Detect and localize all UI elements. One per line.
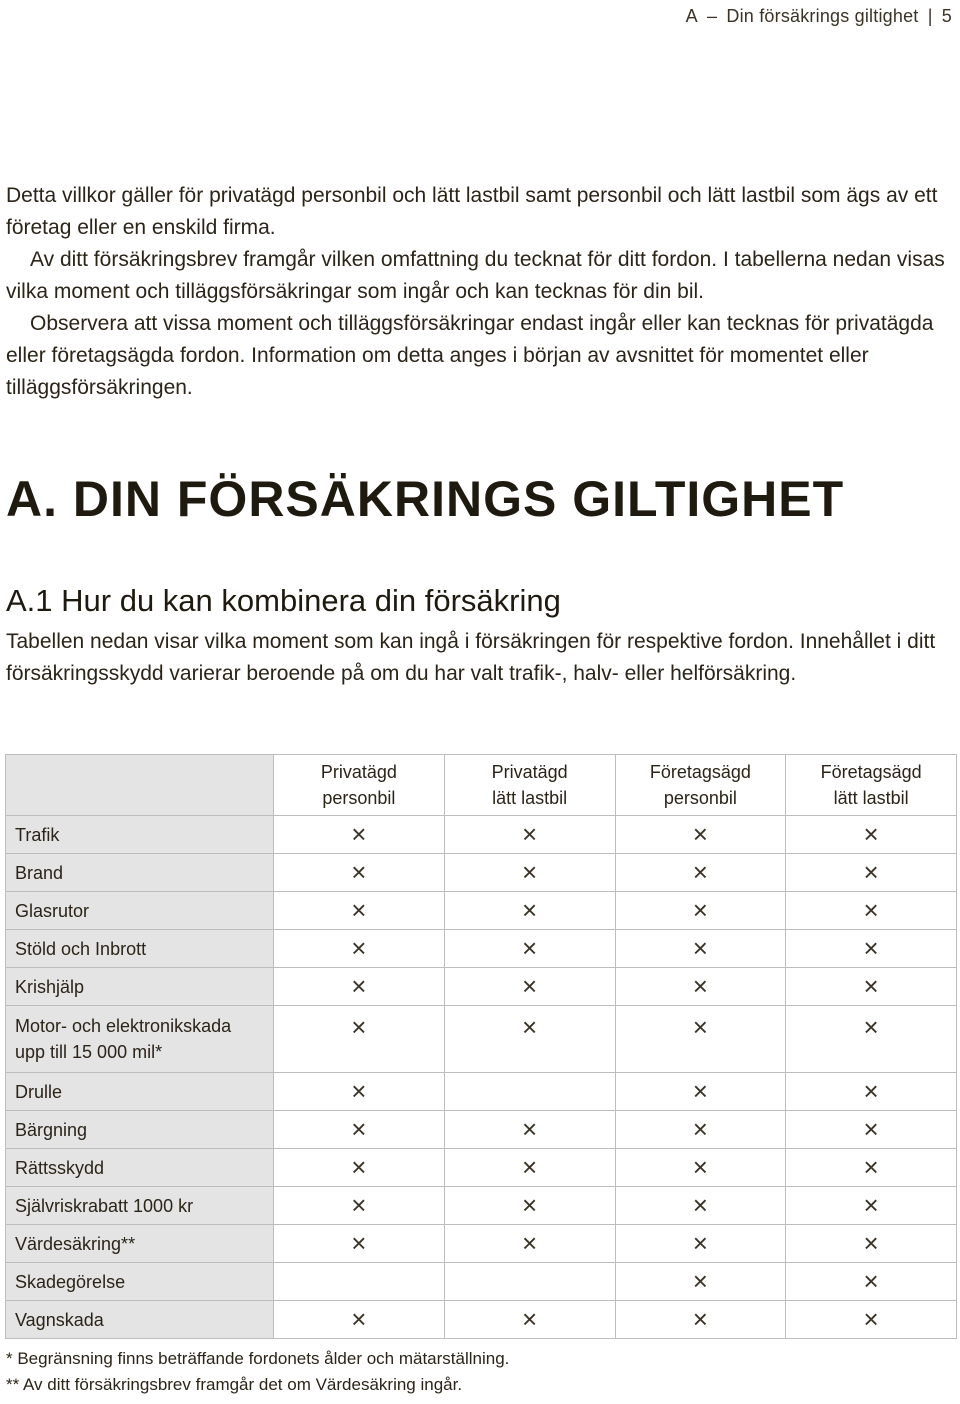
table-row bbox=[6, 1111, 957, 1149]
row-label: Rättsskydd bbox=[6, 1149, 274, 1187]
cross-mark: × bbox=[786, 1301, 957, 1339]
cross-mark: × bbox=[786, 1263, 957, 1301]
subsection-intro: Tabellen nedan visar vilka moment som kan ingå i försäkringen för respektive fordon. Innehållet i ditt försäkringsskydd varierar beroende på om du har valt trafik-, halv- eller helförsäkring. bbox=[6, 630, 936, 685]
cross-mark: × bbox=[786, 930, 957, 968]
header-blank-cell bbox=[6, 755, 274, 816]
cross-mark: × bbox=[444, 892, 615, 930]
cross-mark: × bbox=[274, 1187, 445, 1225]
cross-mark: × bbox=[444, 1149, 615, 1187]
cross-mark: × bbox=[615, 1187, 786, 1225]
cross-mark: × bbox=[615, 1225, 786, 1263]
table-row bbox=[6, 816, 957, 854]
section-heading: A. DIN FÖRSÄKRINGS GILTIGHET bbox=[6, 471, 845, 527]
cross-mark: × bbox=[786, 1006, 957, 1073]
row-label: Trafik bbox=[6, 816, 274, 854]
intro-paragraph-3: Observera att vissa moment och tilläggsförsäkringar endast ingår eller kan tecknas för privatägda eller företagsägda fordon. Information om detta anges i början av avsnittet för momentet eller tilläggsförsäkringen. bbox=[6, 312, 934, 399]
cross-mark: × bbox=[786, 1225, 957, 1263]
row-label: Motor- och elektronikskada upp till 15 000 mil* bbox=[6, 1006, 274, 1073]
running-header bbox=[686, 6, 952, 27]
empty-cell bbox=[444, 1263, 615, 1301]
table-row bbox=[6, 1225, 957, 1263]
header-divider: | bbox=[922, 6, 938, 26]
row-label: Stöld och Inbrott bbox=[6, 930, 274, 968]
footnotes bbox=[6, 1346, 509, 1398]
cross-mark: × bbox=[615, 816, 786, 854]
cross-mark: × bbox=[615, 1149, 786, 1187]
cross-mark: × bbox=[615, 1073, 786, 1111]
cross-mark: × bbox=[615, 930, 786, 968]
footnote-1: * Begränsning finns beträffande fordonets ålder och mätarställning. bbox=[6, 1349, 510, 1368]
empty-cell bbox=[444, 1073, 615, 1111]
page-number: 5 bbox=[941, 6, 952, 26]
column-header: Privatägd personbil bbox=[274, 755, 445, 816]
table-row bbox=[6, 854, 957, 892]
cross-mark: × bbox=[444, 930, 615, 968]
row-label: Skadegörelse bbox=[6, 1263, 274, 1301]
footnote-2: ** Av ditt försäkringsbrev framgår det om Värdesäkring ingår. bbox=[6, 1375, 463, 1394]
cross-mark: × bbox=[444, 816, 615, 854]
row-label: Värdesäkring** bbox=[6, 1225, 274, 1263]
cross-mark: × bbox=[274, 816, 445, 854]
cross-mark: × bbox=[274, 892, 445, 930]
row-label: Glasrutor bbox=[6, 892, 274, 930]
cross-mark: × bbox=[615, 1263, 786, 1301]
cross-mark: × bbox=[615, 892, 786, 930]
cross-mark: × bbox=[786, 816, 957, 854]
cross-mark: × bbox=[274, 1149, 445, 1187]
cross-mark: × bbox=[786, 1073, 957, 1111]
cross-mark: × bbox=[615, 854, 786, 892]
table-row bbox=[6, 968, 957, 1006]
table-row bbox=[6, 1073, 957, 1111]
cross-mark: × bbox=[274, 854, 445, 892]
cross-mark: × bbox=[444, 1006, 615, 1073]
row-label: Självriskrabatt 1000 kr bbox=[6, 1187, 274, 1225]
table-row bbox=[6, 1006, 957, 1073]
empty-cell bbox=[274, 1263, 445, 1301]
header-title: Din försäkrings giltighet bbox=[726, 6, 919, 26]
table-row bbox=[6, 1301, 957, 1339]
cross-mark: × bbox=[786, 968, 957, 1006]
cross-mark: × bbox=[444, 968, 615, 1006]
row-label: Krishjälp bbox=[6, 968, 274, 1006]
cross-mark: × bbox=[274, 1225, 445, 1263]
cross-mark: × bbox=[274, 930, 445, 968]
cross-mark: × bbox=[786, 1187, 957, 1225]
cross-mark: × bbox=[615, 1006, 786, 1073]
cross-mark: × bbox=[444, 854, 615, 892]
cross-mark: × bbox=[274, 968, 445, 1006]
column-header: Privatägd lätt lastbil bbox=[444, 755, 615, 816]
table-row bbox=[6, 1187, 957, 1225]
cross-mark: × bbox=[444, 1187, 615, 1225]
row-label: Drulle bbox=[6, 1073, 274, 1111]
table-row bbox=[6, 1263, 957, 1301]
table-row bbox=[6, 892, 957, 930]
cross-mark: × bbox=[786, 1111, 957, 1149]
intro-paragraph-1: Detta villkor gäller för privatägd personbil och lätt lastbil samt personbil och lätt lastbil som ägs av ett företag eller en enskild firma. bbox=[6, 184, 938, 239]
cross-mark: × bbox=[786, 854, 957, 892]
cross-mark: × bbox=[615, 1111, 786, 1149]
table-header-row bbox=[6, 755, 957, 816]
cross-mark: × bbox=[274, 1111, 445, 1149]
cross-mark: × bbox=[274, 1006, 445, 1073]
row-label: Vagnskada bbox=[6, 1301, 274, 1339]
column-header: Företagsägd lätt lastbil bbox=[786, 755, 957, 816]
cross-mark: × bbox=[274, 1073, 445, 1111]
cross-mark: × bbox=[786, 892, 957, 930]
header-dash: – bbox=[701, 6, 723, 26]
cross-mark: × bbox=[444, 1301, 615, 1339]
cross-mark: × bbox=[444, 1225, 615, 1263]
table-row bbox=[6, 1149, 957, 1187]
header-section: A bbox=[685, 6, 698, 26]
cross-mark: × bbox=[786, 1149, 957, 1187]
cross-mark: × bbox=[615, 1301, 786, 1339]
column-header: Företagsägd personbil bbox=[615, 755, 786, 816]
row-label: Brand bbox=[6, 854, 274, 892]
subsection-heading: A.1 Hur du kan kombinera din försäkring bbox=[6, 583, 561, 618]
cross-mark: × bbox=[615, 968, 786, 1006]
row-label: Bärgning bbox=[6, 1111, 274, 1149]
cross-mark: × bbox=[444, 1111, 615, 1149]
intro-text bbox=[6, 180, 956, 404]
table-row bbox=[6, 930, 957, 968]
cross-mark: × bbox=[274, 1301, 445, 1339]
coverage-table bbox=[5, 754, 957, 1339]
intro-paragraph-2: Av ditt försäkringsbrev framgår vilken omfattning du tecknat för ditt fordon. I tabellerna nedan visas vilka moment och tilläggsförsäkringar som ingår och kan tecknas för din bil. bbox=[6, 248, 945, 303]
